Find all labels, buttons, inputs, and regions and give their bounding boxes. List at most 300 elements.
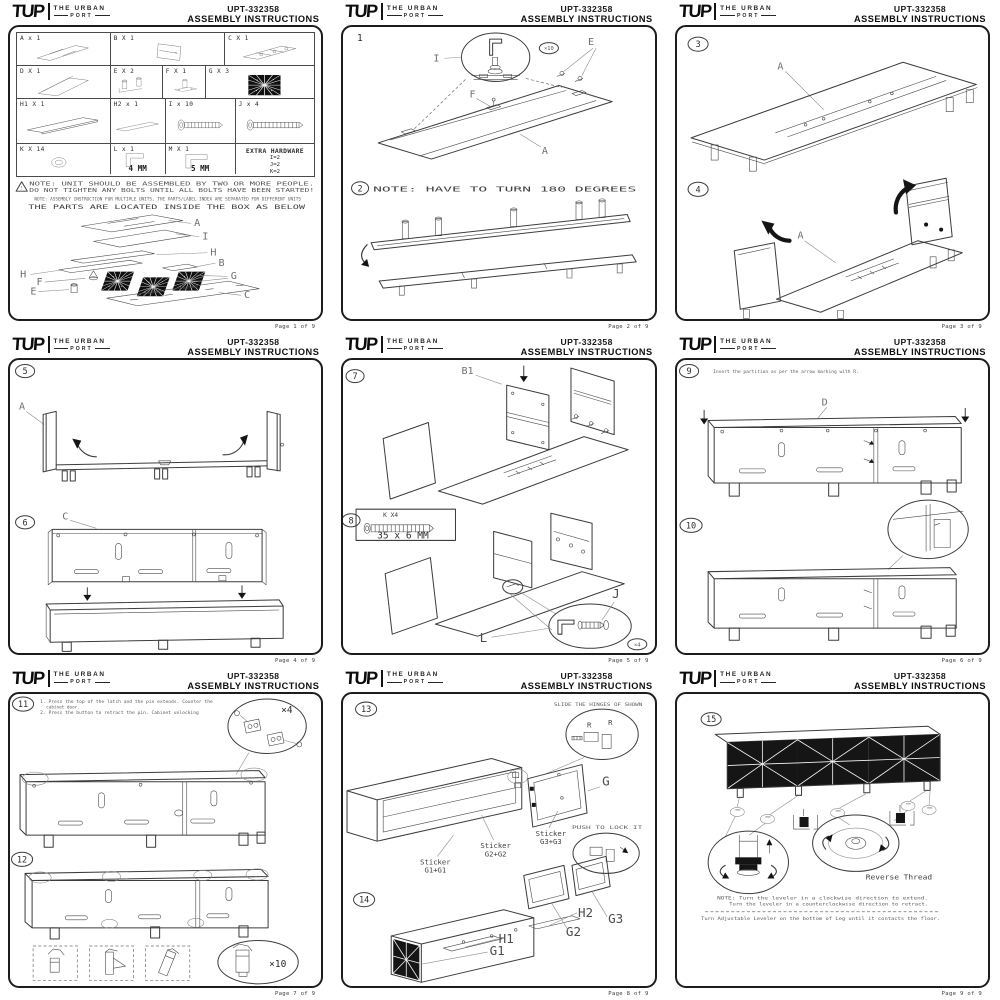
step-1-qty: ×10 [544,46,555,53]
page-8 [333,667,666,1000]
step-11-qty: ×4 [281,704,293,716]
part-label: F X 1 [165,68,187,75]
doc-title: ASSEMBLY INSTRUCTIONS [854,680,986,691]
brand-line-1: THE URBAN [720,4,773,12]
step-13-number: 13 [361,704,372,715]
brand-logo [345,336,443,353]
allen-key-size: 5 MM [190,164,210,173]
cabinet-step-9 [700,409,969,497]
sticker-2-code: G2+G2 [485,848,507,858]
tup-logo-text: TUP [677,1,711,21]
sticker-1-word: Sticker [420,857,451,867]
content-box [675,25,990,321]
brand-logo [677,667,777,688]
allen-key-icon [558,620,574,634]
part-g-icon [206,72,315,98]
step-6-number: 6 [22,518,28,529]
part-label: J x 4 [238,101,260,108]
door-g [528,764,587,827]
hardware-label: K X4 [383,512,399,520]
part-label: K X 14 [20,146,45,153]
page-header [12,3,319,24]
doc-title: ASSEMBLY INSTRUCTIONS [520,14,653,24]
product-sku: UPT-332358 [227,337,280,348]
step-11-note-2: 2. Press the button to retract the pin. Cabinet unlocking [40,710,188,716]
page-footer: Page 9 of 9 [941,991,982,997]
label-b1: B1 [461,366,474,378]
page-footer: Page 1 of 9 [274,324,316,331]
product-sku: UPT-332358 [893,670,947,681]
header-right [521,3,653,24]
step-15-diagram [677,694,988,986]
label-i: I [433,53,440,65]
base-front [56,461,267,470]
brand-line-2-text: PORT [736,345,760,352]
clip-inset [218,940,298,983]
part-cell-e [111,66,163,98]
screw-size: 35 x 6 MM [377,530,430,542]
content-box [8,692,323,988]
label-g1: G1 [489,942,506,958]
part-a-icon [17,39,110,65]
page-footer: Page 3 of 9 [941,324,982,331]
page-header [344,667,653,691]
page-header [345,3,652,24]
assembled-panel [691,62,976,160]
base-panel [776,241,962,313]
step-1-2-diagram [343,27,654,319]
leveler-note-3: Turn Adjustable Leveler on the bottom of Leg until it contacts the floor. [700,916,890,922]
brand-line-2-text: PORT [403,12,427,19]
allen-key-size: 4 MM [128,164,147,173]
step-11-note-1b: cabinet door. [46,705,80,711]
content-box [341,358,656,654]
brand-line-2 [54,679,110,685]
part-label: L x 1 [113,146,135,153]
step-13-14-diagram [343,694,654,986]
product-sku: UPT-332358 [560,337,613,348]
fold-arrow-left [769,228,789,241]
brand-name [714,670,776,687]
part-cell-f [163,66,206,98]
parts-location-note: THE PARTS ARE LOCATED INSIDE THE BOX AS BELOW [28,204,306,212]
tup-logo-text: TUP [11,334,45,355]
notes-and-exploded-diagram [10,177,321,319]
warning-line-2: DO NOT TIGHTEN ANY BOLTS UNTIL ALL BOLTS HAVE BEEN STARTED! [29,188,315,195]
part-label: I x 10 [168,101,194,108]
brand-line-2-text: PORT [403,679,427,686]
page-header [679,3,986,24]
step-7-number: 7 [352,372,358,383]
page-footer: Page 4 of 9 [274,657,316,664]
label-j: J [612,586,621,602]
brand-line-1: THE URBAN [720,671,773,679]
brand-logo [679,336,777,353]
tup-logo-text: TUP [11,1,45,21]
right-side-panel [906,178,952,245]
doc-title: ASSEMBLY INSTRUCTIONS [187,14,320,24]
header-right [187,3,319,24]
content-box [8,25,323,321]
content-box [341,25,656,321]
extra-hardware-j: J=2 [269,161,280,168]
push-caption: PUSH TO LOCK IT [572,825,612,831]
doc-title: ASSEMBLY INSTRUCTIONS [520,680,653,691]
brand-name [381,3,443,20]
left-panel-front [43,412,56,472]
brand-name [48,3,110,20]
brand-line-2-text: PORT [70,679,93,686]
step-2-number: 2 [357,184,363,195]
product-sku: UPT-332358 [227,670,280,681]
doc-title: ASSEMBLY INSTRUCTIONS [854,347,986,358]
header-right [521,336,653,357]
hinge-inset [544,709,638,775]
diagram-label-h-left: H [20,269,27,281]
part-cell-l [111,144,166,174]
insert-arrows [87,586,242,596]
label-l: L [479,630,488,646]
step-5-number: 5 [22,367,28,378]
label-h2: H2 [578,904,594,920]
header-right [854,670,986,691]
brand-line-1: THE URBAN [386,337,439,345]
latch-inset [228,699,306,775]
content-box [675,692,990,988]
step-11-note-1: 1. Press the top of the latch and the pin extends. Counter the [40,699,201,705]
brand-line-1: THE URBAN [53,671,106,679]
part-cell-c [225,33,314,65]
clip-sequence-boxes [33,946,190,980]
part-cell-g [206,66,315,98]
brand-line-1: THE URBAN [720,337,773,345]
brand-logo [12,3,110,20]
part-cell-b [111,33,225,65]
step-9-number: 9 [686,367,692,378]
brand-name [48,670,110,687]
doc-title: ASSEMBLY INSTRUCTIONS [187,680,320,691]
label-a: A [19,401,26,413]
content-box [8,358,323,654]
base-panel [439,437,629,505]
part-cell-a [17,33,111,65]
panel-legs [743,250,954,319]
left-end-panel-2 [386,558,438,635]
header-right [187,336,319,357]
tup-logo-text: TUP [344,334,378,355]
step-10-inset [888,500,968,570]
page-9 [667,667,1000,1000]
part-label: E X 2 [113,68,135,75]
brand-line-1: THE URBAN [53,337,106,345]
screw-position-callout [503,580,523,594]
fold-arrow-right [895,188,906,212]
brand-line-2 [387,13,443,19]
label-d: D [821,397,828,409]
parts-row-4 [17,144,314,174]
step-9-note: Insert the partition as per the arrow marking with R. [712,370,851,376]
part-f-icon [163,72,205,98]
product-sku: UPT-332358 [560,670,613,681]
label-a: A [777,61,784,73]
page-header [11,667,320,691]
part-i-icon [166,107,235,143]
warning-line-1: NOTE: UNIT SHOULD BE ASSEMBLED BY TWO OR MORE PEOPLE. [29,181,315,188]
doc-title: ASSEMBLY INSTRUCTIONS [854,14,986,24]
content-box [675,358,990,654]
part-b-icon [111,39,224,65]
page-header [12,336,319,357]
part-k-icon [17,149,110,174]
step-4-number: 4 [695,185,701,196]
cabinet-step-12 [25,869,268,939]
brand-line-2-text: PORT [736,679,760,686]
brand-line-1: THE URBAN [386,671,439,679]
step-2-note: NOTE: HAVE TO TURN 180 DEGREES [373,184,637,194]
part-e-icon [111,72,162,98]
brand-line-2-text: PORT [70,345,93,352]
step-14-number: 14 [359,895,370,906]
page-6 [667,333,1000,666]
brand-logo [12,336,110,353]
finished-cabinet [715,726,940,797]
header-right [854,3,986,24]
reverse-thread-label: Reverse Thread [865,872,932,882]
step-9-10-diagram [677,360,988,652]
extra-hardware-title: EXTRA HARDWARE [245,147,304,155]
left-side-panel [734,243,780,310]
header-right [854,336,986,357]
part-label: B X 1 [113,35,135,42]
step-3-number: 3 [695,40,701,51]
sticker-3-code: G3+G3 [540,836,563,846]
diagram-label-f: F [36,277,43,288]
leveler-inset-left [708,831,788,894]
fold-arrow-left [77,444,96,457]
step-8-qty: ×4 [634,642,641,649]
label-g3: G3 [608,910,624,926]
doc-title: ASSEMBLY INSTRUCTIONS [187,347,320,358]
part-cell-j [236,99,315,143]
sticker-3-word: Sticker [535,828,567,838]
floating-doors [524,856,610,908]
part-label: H2 x 1 [113,101,139,108]
brand-line-2 [720,679,776,685]
warning-mark: ! [20,185,23,191]
brand-line-1: THE URBAN [53,4,106,12]
product-sku: UPT-332358 [227,4,280,14]
product-sku: UPT-332358 [893,4,947,14]
part-h1-icon [17,107,110,143]
step-11-number: 11 [17,699,29,710]
right-end-panel-2 [551,514,592,570]
label-a: A [797,230,804,242]
part-d-icon [17,72,110,98]
allen-key-icon [490,39,502,55]
hinge-caption: SLIDE THE HINGES OF SHOWN [554,702,620,708]
extra-hardware [236,147,315,174]
part-j-icon [236,107,315,143]
parts-table [16,32,315,177]
part-label: D X 1 [20,68,41,75]
part-cell-h2 [111,99,166,143]
tup-logo-text: TUP [677,334,711,355]
tup-logo-text: TUP [677,667,711,688]
diagram-label-g: G [230,271,237,283]
cabinet-step-14 [392,909,581,982]
step-12-number: 12 [16,854,28,866]
part-cell-k [17,144,111,174]
label-r2: R [608,717,613,727]
screws [571,415,609,434]
page-2 [333,0,666,333]
header-right [187,670,319,691]
brand-line-2 [54,346,110,352]
brand-name [381,336,443,353]
page-5 [333,333,666,666]
brand-line-2-text: PORT [70,12,93,19]
part-label: C X 1 [228,35,249,42]
brand-logo [11,667,110,688]
extra-hardware-k: K=2 [269,168,280,174]
page-header [677,667,986,691]
sticker-2-word: Sticker [480,840,512,850]
parts-row-3 [17,99,314,144]
back-panel-c [48,530,266,585]
step-1-number: 1 [357,33,364,45]
label-c: C [62,511,69,523]
leveler-note-2: Turn the leveler in a counterclockwise direction to retract. [728,902,885,908]
flipped-panel-legs [402,199,605,239]
part-cell-i [166,99,236,143]
part-label: M X 1 [168,146,190,153]
extra-hardware-i: I=2 [269,155,280,161]
parts-row-2 [17,66,314,99]
brand-logo [679,3,777,20]
brand-line-2 [720,13,776,19]
screws-2 [557,538,585,553]
brand-name [381,670,443,687]
brand-line-2 [387,346,443,352]
brand-line-2 [720,346,776,352]
part-cell-d [17,66,111,98]
diagram-label-a: A [194,218,201,230]
label-a: A [542,145,549,158]
step-15-number: 15 [705,714,716,725]
step-10-number: 10 [685,521,696,532]
multi-unit-note: NOTE: ASSEMBLY INSTRUCTION FOR MULTIPLE UNITS, THE PARTS/LABEL INDEX ARE SEPARATED FOR DIFFERENT UNITS [34,196,302,202]
brand-line-2-text: PORT [403,345,427,352]
brand-logo [344,667,443,688]
step-8-number: 8 [348,516,354,527]
doc-title: ASSEMBLY INSTRUCTIONS [520,347,653,358]
brand-line-2-text: PORT [736,12,760,19]
content-box [341,692,656,988]
page-4 [0,333,333,666]
sticker-1-code: G1+G1 [424,865,447,875]
page-footer: Page 5 of 9 [608,657,649,664]
leveler-inset-right [812,815,898,871]
header-right [521,670,653,691]
tup-logo-text: TUP [11,667,45,688]
panel-turned [379,255,636,288]
brand-name [48,336,110,353]
part-label: G X 3 [208,68,230,75]
sticker-labels [421,811,568,874]
step-5-6-diagram [10,360,321,652]
part-c-icon [225,39,314,65]
step-7-8-diagram [343,360,654,652]
left-end-panel [383,423,435,500]
page-1 [0,0,333,333]
brand-line-2 [387,679,443,685]
part-label: H1 X 1 [20,101,45,108]
tup-logo-text: TUP [344,1,378,21]
cabinet-body-step-13 [347,758,528,841]
step-3-4-diagram [677,27,988,319]
base-assembly [46,600,283,651]
cabinet-step-11 [20,768,267,847]
diagram-label-c-right: C [244,290,251,302]
page-header [679,336,986,357]
fold-arrow-right [223,441,244,455]
brand-line-1: THE URBAN [386,4,439,12]
diagram-label-e: E [30,286,37,298]
step-12-qty: ×10 [269,958,287,970]
pin-icons [793,805,914,829]
panel-legs [400,264,623,295]
diagram-label-h-right: H [210,247,217,259]
product-sku: UPT-332358 [893,337,947,348]
page-footer: Page 2 of 9 [608,324,649,331]
diagram-label-b: B [218,258,225,269]
label-f: F [469,89,476,101]
page-footer: Page 7 of 9 [274,991,316,997]
page-7 [0,667,333,1000]
label-h1: H1 [498,930,515,946]
product-sku: UPT-332358 [560,4,613,14]
page-3 [667,0,1000,333]
part-cell-m [166,144,236,174]
label-r1: R [587,719,592,729]
panel-legs [711,89,973,171]
cabinet-step-10 [708,568,956,641]
leveler-note-1: NOTE: Turn the leveler in a clockwise direction to extend. [716,896,868,902]
part-label: A x 1 [20,35,41,42]
part-cell-h1 [17,99,111,143]
page-footer: Page 8 of 9 [608,991,649,997]
diagram-label-i: I [202,231,209,243]
label-e: E [588,37,595,49]
step-11-12-diagram [10,694,321,986]
panel-a-outline [378,85,612,159]
brand-line-2 [54,13,110,19]
label-g: G [602,773,610,789]
part-cell-extra [236,144,315,174]
hardware-callout-box [356,510,455,542]
exploded-parts-diagram [20,215,259,306]
brand-name [714,3,776,20]
page-header [345,336,652,357]
tup-logo-text: TUP [344,667,378,688]
brand-name [714,336,776,353]
part-h2-icon [111,107,165,143]
right-panel-front [267,412,280,471]
page-footer: Page 6 of 9 [941,657,982,664]
brand-logo [345,3,443,20]
label-g2: G2 [566,923,582,939]
parts-row-1 [17,33,314,66]
